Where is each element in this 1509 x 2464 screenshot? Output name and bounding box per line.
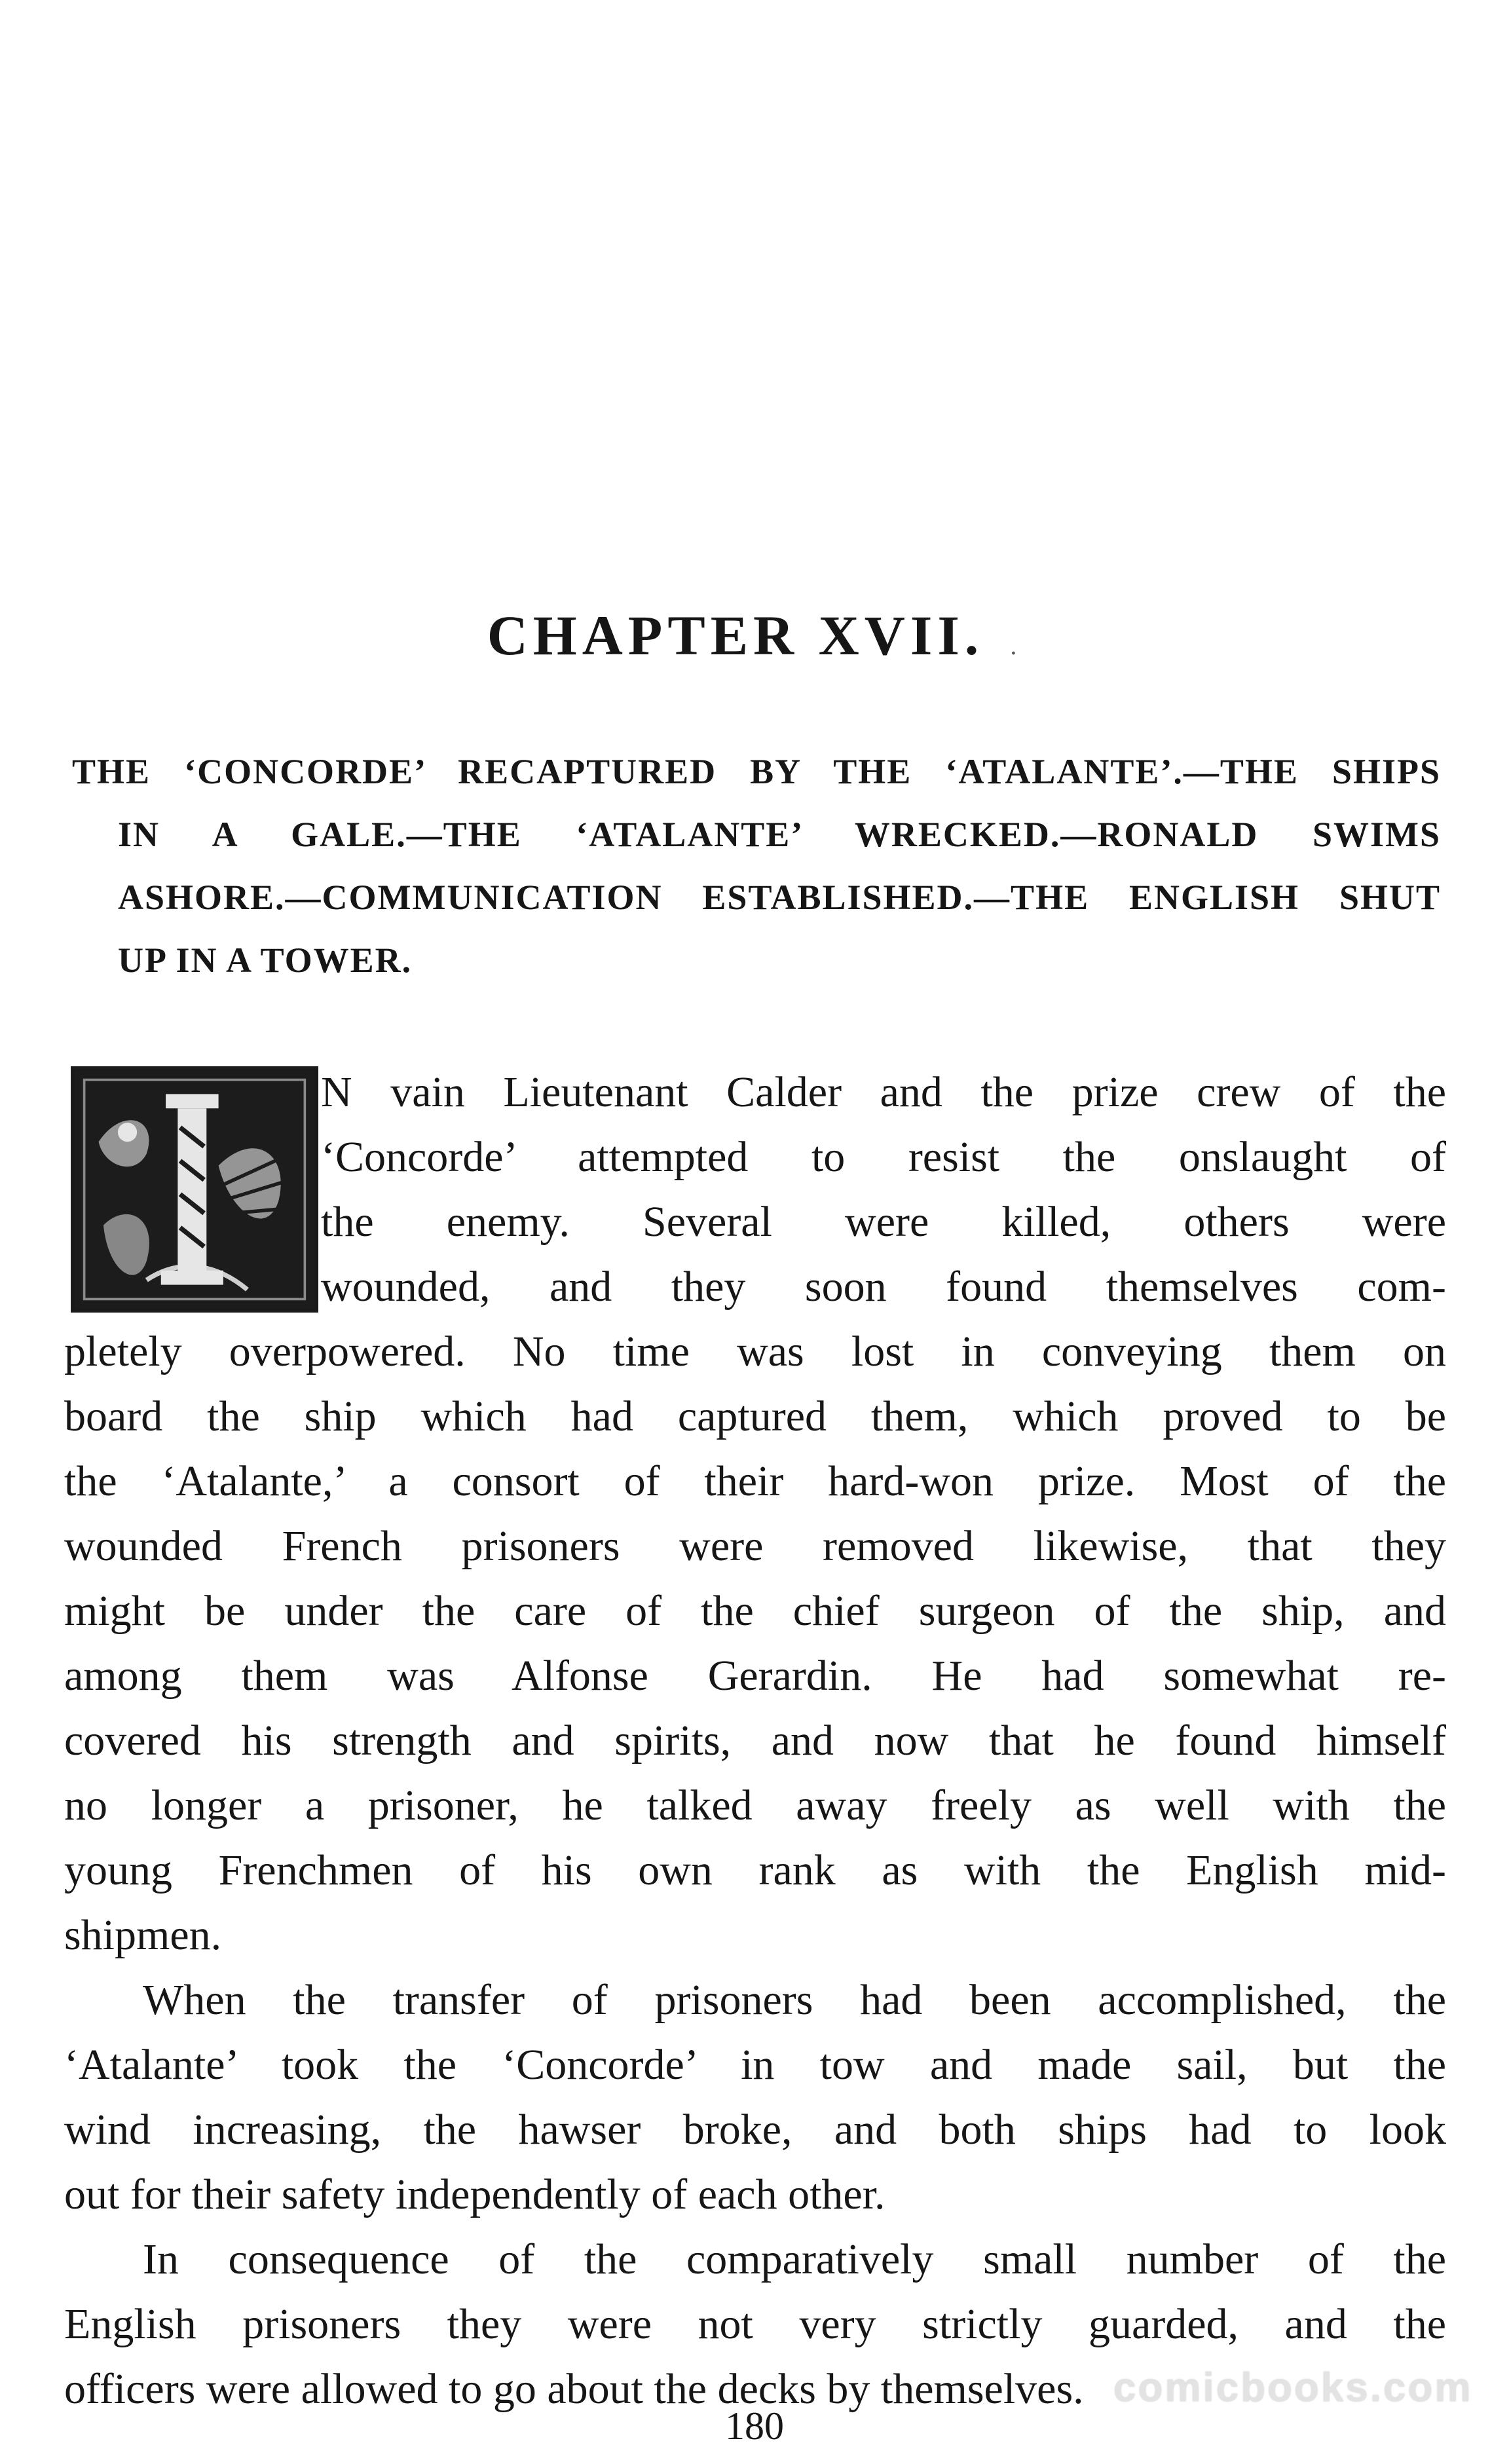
text-line: N vain Lieutenant Calder and the prize crew of the [321,1068,1446,1116]
chapter-summary [72,740,1441,992]
text-line: wounded, and they soon found themselves com- [321,1263,1446,1311]
text-line: shipmen. [64,1911,222,1959]
site-watermark: comicbooks.com [1113,2365,1473,2410]
stray-mark: . [1010,631,1022,660]
page-number: 180 [725,2404,784,2448]
text-line: pletely overpowered. No time was lost in conveying them on [64,1328,1446,1375]
text-line: English prisoners they were not very strictly guarded, and the [64,2300,1446,2348]
text-line: wounded French prisoners were removed likewise, that they [64,1522,1446,1570]
text-line: among them was Alfonse Gerardin. He had somewhat re- [64,1652,1446,1700]
text-line: When the transfer of prisoners had been accomplished, the [143,1976,1446,2024]
body-text [64,1060,1446,2421]
text-line: board the ship which had captured them, which proved to be [64,1392,1446,1440]
text-line: ‘Concorde’ attempted to resist the onslaught of [321,1133,1446,1181]
chapter-heading [0,603,1509,668]
text-line: wind increasing, the hawser broke, and both ships had to look [64,2106,1446,2154]
text-line: ‘Atalante’ took the ‘Concorde’ in tow and made sail, but the [64,2041,1446,2089]
text-line: the enemy. Several were killed, others were [321,1198,1446,1246]
text-line: no longer a prisoner, he talked away freely as well with the [64,1782,1446,1829]
text-line: In consequence of the comparatively small number of the [143,2235,1446,2283]
summary-line: UP IN A TOWER. [118,941,413,980]
summary-line: THE ‘CONCORDE’ RECAPTURED BY THE ‘ATALANTE’.—THE SHIPS [72,752,1441,791]
text-line: the ‘Atalante,’ a consort of their hard-won prize. Most of the [64,1457,1446,1505]
summary-line: ASHORE.—COMMUNICATION ESTABLISHED.—THE ENGLISH SHUT [118,878,1441,917]
text-line: young Frenchmen of his own rank as with the English mid- [64,1846,1446,1894]
text-line: covered his strength and spirits, and now that he found himself [64,1717,1446,1764]
text-line: might be under the care of the chief surgeon of the ship, and [64,1587,1446,1635]
chapter-title-text: CHAPTER XVII. [487,604,984,667]
text-line: officers were allowed to go about the decks by themselves. [64,2365,1084,2413]
text-line: out for their safety independently of each other. [64,2171,885,2218]
summary-line: IN A GALE.—THE ‘ATALANTE’ WRECKED.—RONALD SWIMS [118,815,1441,854]
